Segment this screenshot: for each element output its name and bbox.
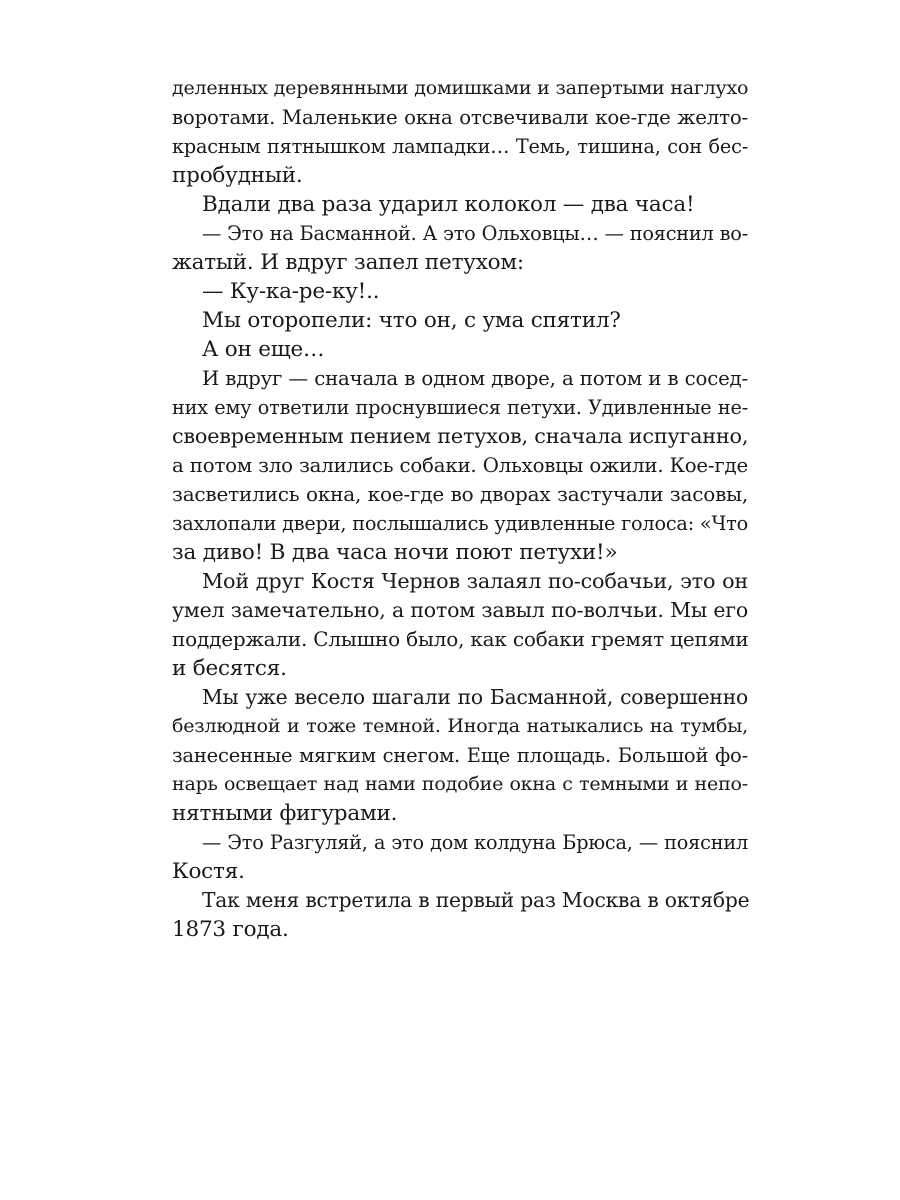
text-line: Костя.	[172, 859, 245, 884]
text-line: И вдруг — сначала в одном дворе, а потом и в сосед-	[202, 367, 748, 390]
text-line: них ему ответили проснувшиеся петухи. Удивленные не-	[172, 396, 748, 419]
text-line: занесенные мягким снегом. Еще площадь. Большой фо-	[172, 744, 748, 767]
body-text	[172, 74, 748, 944]
text-line: Мы оторопели: что он, с ума спятил?	[202, 308, 621, 333]
text-line: Вдали два раза ударил колокол — два часа!	[202, 192, 695, 217]
text-line: и бесятся.	[172, 656, 287, 681]
text-line: пробудный.	[172, 163, 303, 188]
text-line: воротами. Маленькие окна отсвечивали кое-где желто-	[172, 106, 748, 129]
text-line: жатый. И вдруг запел петухом:	[172, 250, 524, 275]
text-line: Мой друг Костя Чернов залаял по-собачьи, это он	[202, 569, 748, 593]
text-line: деленных деревянными домишками и запертыми наглухо	[172, 77, 749, 99]
text-line: поддержали. Слышно было, как собаки гремят цепями	[172, 627, 749, 651]
text-line: 1873 года.	[172, 917, 289, 942]
text-line: засветились окна, кое-где во дворах застучали засовы,	[172, 482, 748, 506]
text-line: умел замечательно, а потом завыл по-волчьи. Мы его	[172, 598, 748, 622]
text-line: — Ку-ка-ре-ку!..	[202, 279, 380, 304]
text-line: красным пятнышком лампадки… Темь, тишина, сон бес-	[172, 135, 748, 158]
text-line: А он еще…	[202, 337, 325, 362]
text-line: своевременным пением петухов, сначала испуганно,	[172, 424, 749, 448]
text-line: — Это Разгуляй, а это дом колдуна Брюса, — пояснил	[202, 831, 748, 854]
text-line: Так меня встретила в первый раз Москва в октябре	[202, 888, 750, 912]
text-line: захлопали двери, послышались удивленные голоса: «Что	[172, 512, 748, 535]
text-line: — Это на Басманной. А это Ольховцы… — пояснил во-	[202, 222, 748, 245]
text-line: а потом зло залились собаки. Ольховцы ожили. Кое-где	[172, 454, 748, 477]
text-line: безлюдной и тоже темной. Иногда натыкались на тумбы,	[172, 715, 748, 737]
text-line: нятными фигурами.	[172, 801, 398, 826]
text-line: Мы уже весело шагали по Басманной, совершенно	[202, 685, 748, 709]
text-line: нарь освещает над нами подобие окна с темными и непо-	[172, 773, 748, 795]
text-line: за диво! В два часа ночи поют петухи!»	[172, 540, 618, 565]
